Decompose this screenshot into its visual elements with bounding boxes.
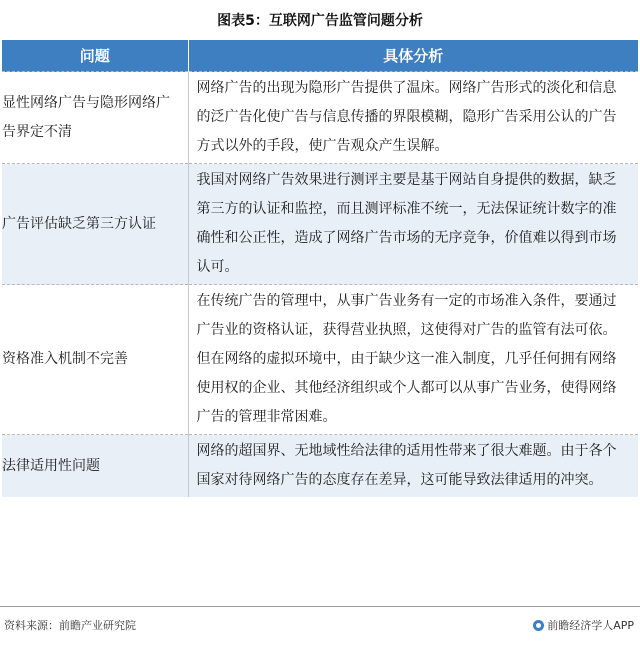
source-note: 资料来源：前瞻产业研究院 — [4, 619, 136, 632]
analysis-table — [2, 40, 638, 497]
issue-cell: 法律适用性问题 — [2, 435, 188, 498]
footer — [0, 606, 640, 645]
header-issue: 问题 — [2, 40, 188, 72]
analysis-cell: 网络的超国界、无地域性给法律的适用性带来了很大难题。由于各个国家对待网络广告的态度存在差异，这可能导致法律适用的冲突。 — [188, 435, 638, 498]
issue-cell: 资格准入机制不完善 — [2, 285, 188, 435]
table-row — [2, 285, 638, 435]
issue-cell: 显性网络广告与隐形网络广告界定不清 — [2, 72, 188, 164]
analysis-cell: 在传统广告的管理中，从事广告业务有一定的市场准入条件，要通过广告业的资格认证，获得营业执照，这使得对广告的监管有法可依。但在网络的虚拟环境中，由于缺少这一准入制度，几乎任何拥有网络使用权的企业、其他经济组织或个人都可以从事广告业务，使得网络广告的管理非常困难。 — [188, 285, 638, 435]
brand-mark — [533, 617, 634, 633]
header-analysis: 具体分析 — [188, 40, 638, 72]
table-row — [2, 72, 638, 164]
issue-cell: 广告评估缺乏第三方认证 — [2, 164, 188, 285]
qianzhan-logo-icon — [533, 620, 544, 631]
brand-name: 前瞻经济学人APP — [547, 619, 634, 632]
analysis-cell: 网络广告的出现为隐形广告提供了温床。网络广告形式的淡化和信息的泛广告化使广告与信息传播的界限模糊，隐形广告采用公认的广告方式以外的手段，使广告观众产生误解。 — [188, 72, 638, 164]
analysis-cell: 我国对网络广告效果进行测评主要是基于网站自身提供的数据，缺乏第三方的认证和监控，而且测评标准不统一，无法保证统计数字的准确性和公正性，造成了网络广告市场的无序竞争，价值难以得到市场认可。 — [188, 164, 638, 285]
table-row — [2, 164, 638, 285]
table-row — [2, 435, 638, 498]
table-header-row — [2, 40, 638, 72]
figure-title: 图表5：互联网广告监管问题分析 — [217, 13, 423, 29]
